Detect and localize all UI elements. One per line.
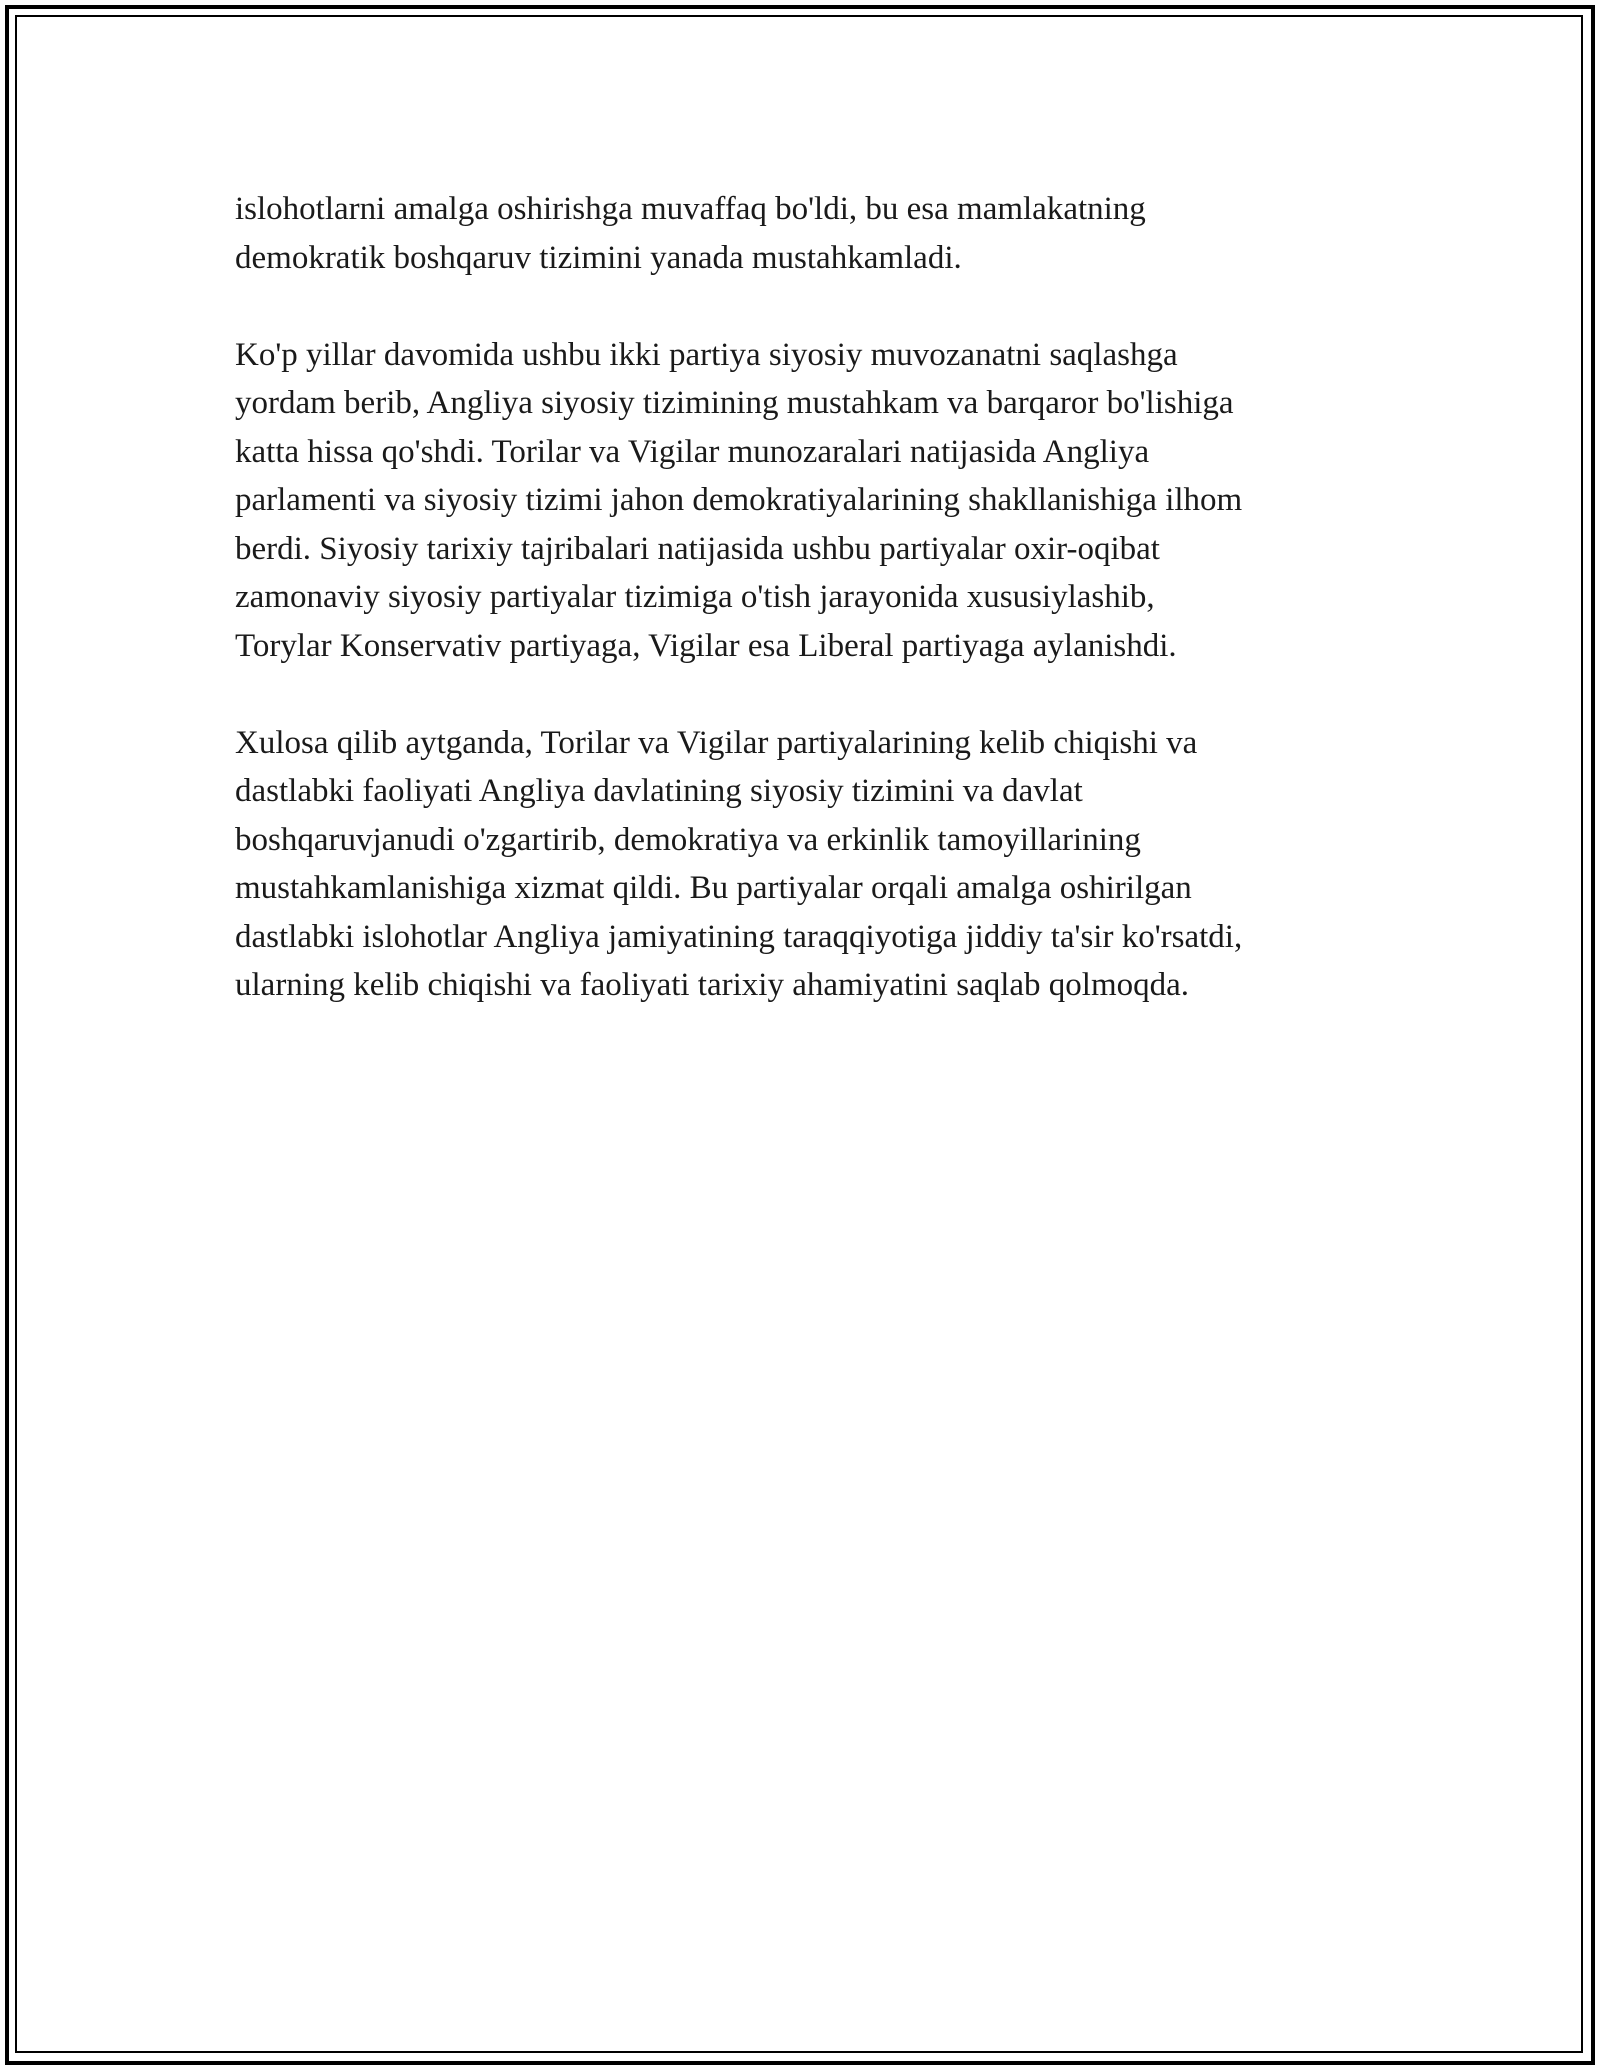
text-line: mustahkamlanishiga xizmat qildi. Bu partiyalar orqali amalga oshirilgan: [235, 870, 1192, 906]
document-body: [235, 185, 1395, 1058]
text-line: zamonaviy siyosiy partiyalar tizimiga o'tish jarayonida xususiylashib,: [235, 579, 1155, 615]
paragraph-2: [235, 331, 1395, 671]
text-line: parlamenti va siyosiy tizimi jahon demokratiyalarining shakllanishiga ilhom: [235, 482, 1243, 518]
text-line: berdi. Siyosiy tarixiy tajribalari natijasida ushbu partiyalar oxir-oqibat: [235, 530, 1160, 567]
text-line: Torylar Konservativ partiyaga, Vigilar esa Liberal partiyaga aylanishdi.: [235, 627, 1177, 664]
paragraph-1: [235, 185, 1395, 282]
text-line: yordam berib, Angliya siyosiy tizimining mustahkam va barqaror bo'lishiga: [235, 385, 1234, 421]
text-line: Xulosa qilib aytganda, Torilar va Vigilar partiyalarining kelib chiqishi va: [235, 724, 1198, 761]
text-line: dastlabki islohotlar Angliya jamiyatining taraqqiyotiga jiddiy ta'sir ko'rsatdi,: [235, 918, 1243, 955]
text-line: katta hissa qo'shdi. Torilar va Vigilar munozaralari natijasida Angliya: [235, 433, 1150, 470]
text-line: ularning kelib chiqishi va faoliyati tarixiy ahamiyatini saqlab qolmoqda.: [235, 967, 1190, 1003]
text-line: demokratik boshqaruv tizimini yanada mustahkamladi.: [235, 239, 962, 276]
text-line: dastlabki faoliyati Angliya davlatining siyosiy tizimini va davlat: [235, 773, 1083, 809]
text-line: boshqaruvjanudi o'zgartirib, demokratiya va erkinlik tamoyillarining: [235, 821, 1141, 858]
paragraph-3: [235, 719, 1395, 1010]
text-line: islohotlarni amalga oshirishga muvaffaq bo'ldi, bu esa mamlakatning: [235, 191, 1146, 227]
text-line: Ko'p yillar davomida ushbu ikki partiya siyosiy muvozanatni saqlashga: [235, 336, 1178, 373]
